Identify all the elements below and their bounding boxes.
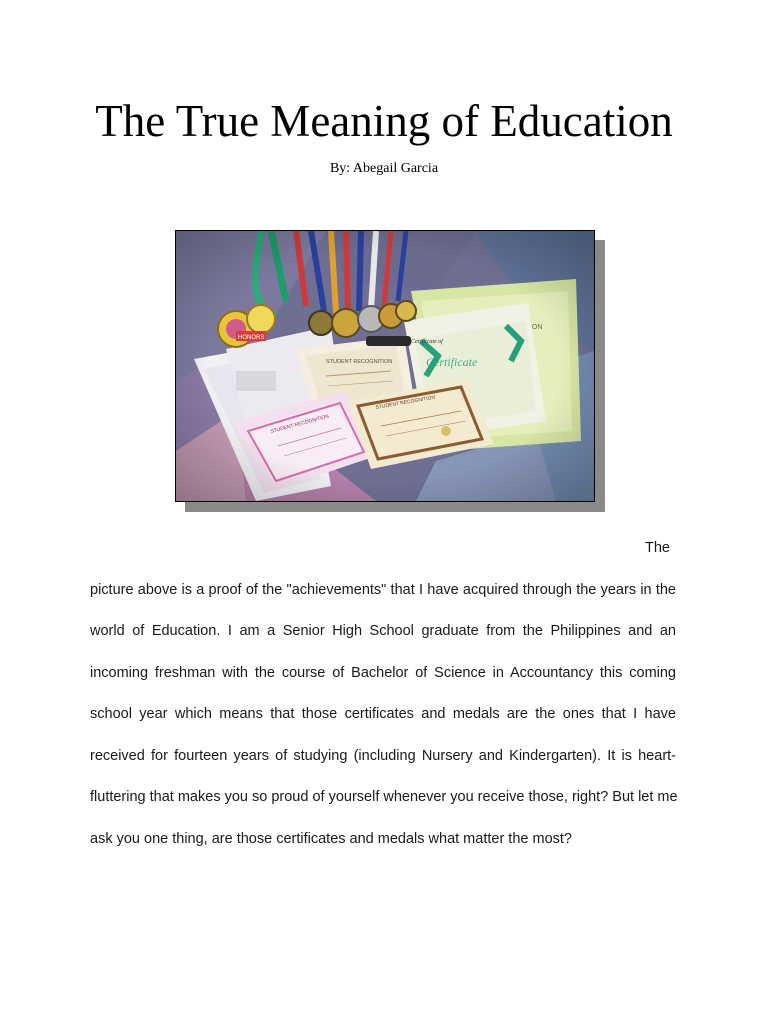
paragraph-line: school year which means that those certificates and medals are the ones that I have — [90, 706, 676, 722]
photo-illustration — [176, 231, 594, 501]
paragraph-line: received for fourteen years of studying (including Nursery and Kindergarten). It is heart- — [90, 747, 676, 764]
author-byline: By: Abegail Garcia — [329, 161, 439, 176]
body-paragraph — [90, 528, 676, 860]
paragraph-line: picture above is a proof of the "achievements" that I have acquired through the years in the — [90, 581, 676, 598]
paragraph-line: incoming freshman with the course of Bachelor of Science in Accountancy this coming — [90, 664, 676, 681]
paragraph-line: world of Education. I am a Senior High School graduate from the Philippines and an — [90, 623, 676, 639]
paragraph-line: fluttering that makes you so proud of yourself whenever you receive those, right? But let me — [90, 789, 678, 805]
document-title: The True Meaning of Education — [95, 96, 673, 146]
achievements-photo — [175, 230, 595, 502]
paragraph-line: ask you one thing, are those certificates and medals what matter the most? — [90, 830, 572, 847]
paragraph-line: The — [645, 540, 670, 556]
